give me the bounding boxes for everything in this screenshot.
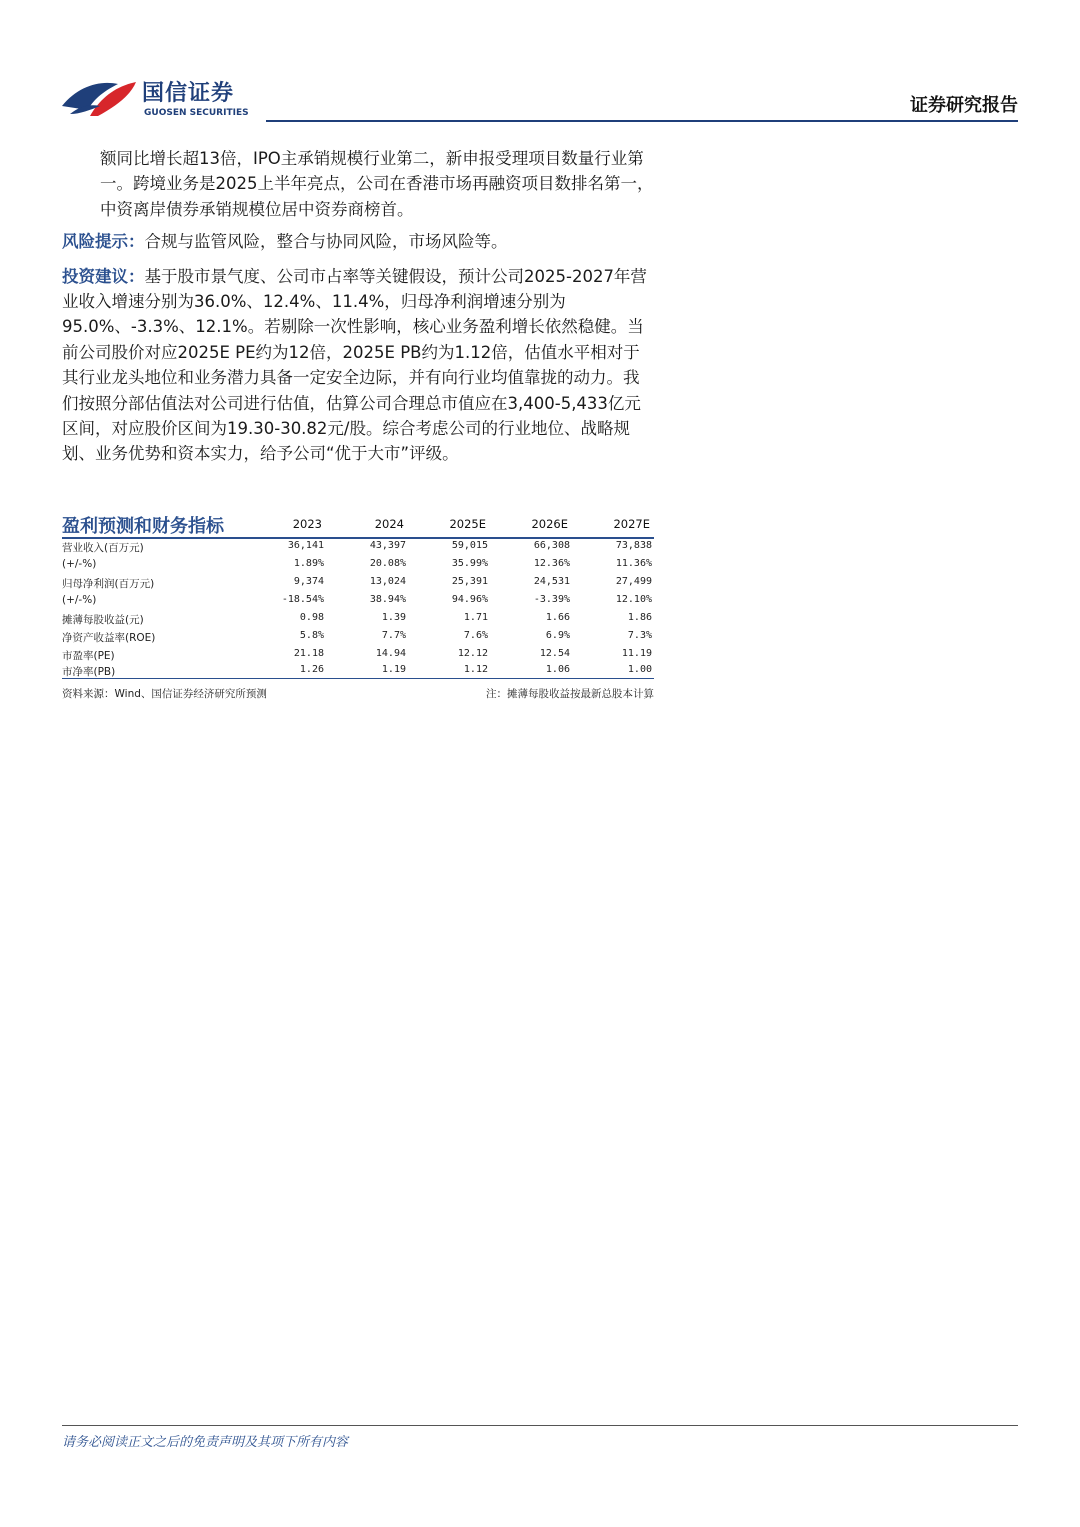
table-row — [62, 594, 654, 612]
row-label: 营业收入(百万元) — [62, 542, 144, 554]
table-row — [62, 612, 654, 630]
table-cell: 6.9% — [545, 630, 570, 641]
table-cell: 27,499 — [615, 576, 652, 587]
table-row — [62, 558, 654, 576]
table-cell: 21.18 — [293, 648, 324, 659]
table-cell: 1.66 — [545, 612, 570, 623]
data-source: 资料来源：Wind、国信证券经济研究所预测 — [62, 688, 267, 700]
paragraph-business: 额同比增长超13倍，IPO主承销规模行业第二，新申报受理项目数量行业第一。跨境业务是2025上半年亮点，公司在香港市场再融资项目数排名第一，中资离岸债券承销规模位居中资券商榜首。 — [100, 149, 654, 219]
table-cell: 1.06 — [545, 664, 570, 675]
row-label: 摊薄每股收益(元) — [62, 614, 144, 626]
table-cell: 1.86 — [627, 612, 652, 623]
table-cell: 7.6% — [463, 630, 488, 641]
logo-english-name: GUOSEN SECURITIES — [144, 108, 249, 118]
table-cell: 0.98 — [299, 612, 324, 623]
row-label: 市盈率(PE) — [62, 650, 115, 662]
table-cell: 12.36% — [533, 558, 570, 569]
table-cell: 24,531 — [533, 576, 570, 587]
year-header: 2024 — [374, 517, 404, 531]
table-cell: 36,141 — [287, 540, 324, 551]
table-bottom-rule — [62, 678, 654, 679]
row-label: (+/-%) — [62, 594, 97, 606]
risk-label: 风险提示： — [62, 232, 145, 252]
table-cell: 1.12 — [463, 664, 488, 675]
report-body — [62, 146, 654, 467]
company-logo — [60, 76, 260, 122]
risk-text: 合规与监管风险，整合与协同风险，市场风险等。 — [144, 232, 508, 252]
table-note: 注：摊薄每股收益按最新总股本计算 — [486, 688, 654, 700]
table-cell: 12.10% — [615, 594, 652, 605]
table-cell: 7.7% — [381, 630, 406, 641]
table-cell: 9,374 — [293, 576, 324, 587]
header-divider — [266, 120, 1018, 122]
table-cell: 73,838 — [615, 540, 652, 551]
table-cell: 1.26 — [299, 664, 324, 675]
row-label: 归母净利润(百万元) — [62, 578, 155, 590]
investment-text: 基于股市景气度、公司市占率等关键假设，预计公司2025-2027年营业收入增速分别为36.0%、12.4%、11.4%，归母净利润增速分别为95.0%、-3.3%、12.1%。若剔除一次性影响，核心业务盈利增长依然稳健。当前公司股价对应2025E PE约为12倍，2025E PB约为1.12倍，估值水平相对于其行业龙头地位和业务潜力具备一定安全边际，并有向行业均值靠拢的动力。我们按照分部估值法对公司进行估值，估算公司合理总市值应在3,400-5,433亿元区间，对应股价区间为19.30-30.82元/股。综合考虑公司的行业地位、战略规划、业务优势和资本实力，给予公司“优于大市”评级。 — [62, 266, 647, 464]
table-cell: 25,391 — [451, 576, 488, 587]
risk-paragraph — [62, 229, 654, 254]
table-cell: 11.36% — [615, 558, 652, 569]
table-row — [62, 540, 654, 558]
table-cell: -3.39% — [533, 594, 570, 605]
row-label: (+/-%) — [62, 558, 97, 570]
table-top-rule — [62, 537, 654, 539]
year-header: 2026E — [531, 517, 568, 531]
report-type-label: 证券研究报告 — [910, 95, 1018, 116]
table-cell: 94.96% — [451, 594, 488, 605]
table-row — [62, 576, 654, 594]
table-cell: 1.89% — [293, 558, 324, 569]
table-cell: 1.00 — [627, 664, 652, 675]
footer-divider — [62, 1425, 1018, 1426]
table-cell: 5.8% — [299, 630, 324, 641]
table-cell: 7.3% — [627, 630, 652, 641]
table-cell: 20.08% — [369, 558, 406, 569]
year-header: 2027E — [613, 517, 650, 531]
logo-chinese-name: 国信证券 — [142, 81, 235, 106]
disclaimer-text: 请务必阅读正文之后的免责声明及其项下所有内容 — [62, 1435, 349, 1450]
table-cell: 11.19 — [621, 648, 652, 659]
table-cell: 12.12 — [457, 648, 488, 659]
table-cell: 13,024 — [369, 576, 406, 587]
guosen-logo-icon — [60, 76, 140, 122]
table-cell: -18.54% — [281, 594, 324, 605]
table-cell: 1.19 — [381, 664, 406, 675]
table-row — [62, 630, 654, 648]
table-title: 盈利预测和财务指标 — [62, 516, 224, 537]
table-cell: 43,397 — [369, 540, 406, 551]
table-cell: 66,308 — [533, 540, 570, 551]
table-cell: 38.94% — [369, 594, 406, 605]
year-header: 2025E — [449, 517, 486, 531]
investment-paragraph — [62, 264, 654, 467]
table-cell: 1.39 — [381, 612, 406, 623]
investment-label: 投资建议： — [62, 266, 145, 286]
row-label: 市净率(PB) — [62, 666, 116, 678]
table-cell: 59,015 — [451, 540, 488, 551]
table-cell: 35.99% — [451, 558, 488, 569]
table-cell: 12.54 — [539, 648, 570, 659]
year-header: 2023 — [292, 517, 322, 531]
table-cell: 14.94 — [375, 648, 406, 659]
row-label: 净资产收益率(ROE) — [62, 632, 156, 644]
table-row — [62, 664, 654, 682]
table-cell: 1.71 — [463, 612, 488, 623]
